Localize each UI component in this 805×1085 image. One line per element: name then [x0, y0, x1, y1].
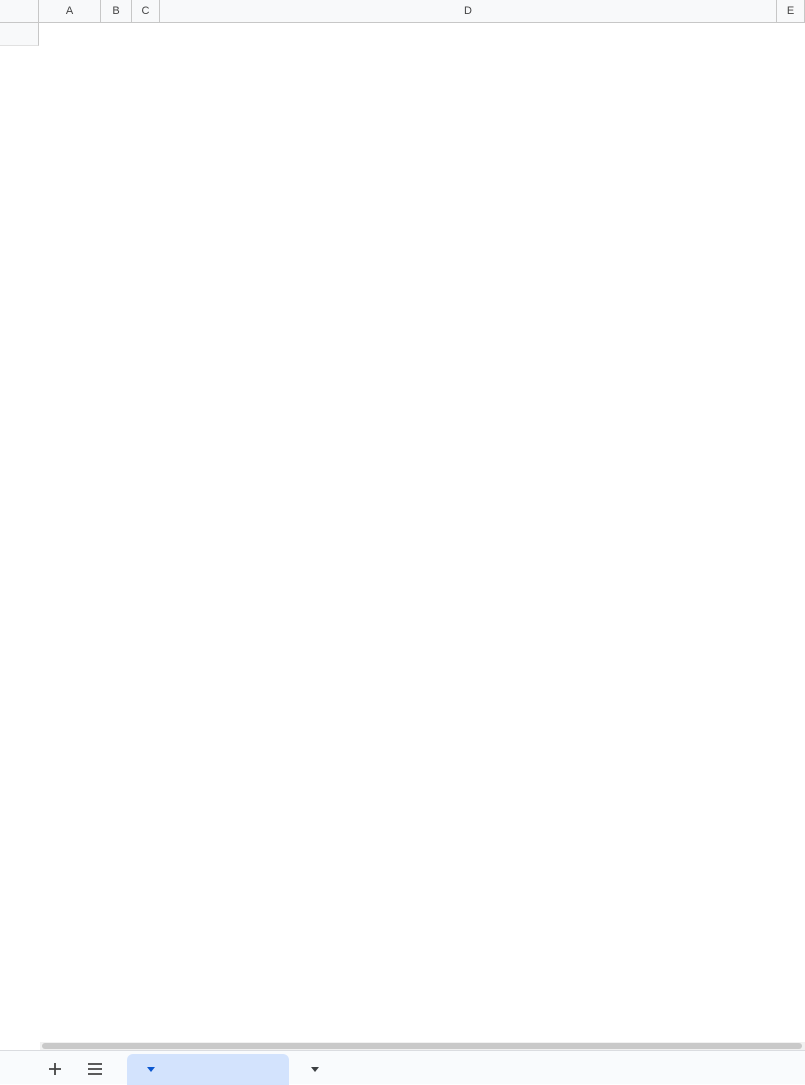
tab-dropdown-icon[interactable] — [147, 1067, 155, 1072]
row-header-1[interactable] — [0, 23, 39, 46]
column-header-d[interactable]: D — [160, 0, 777, 23]
column-header-c[interactable]: C — [132, 0, 160, 23]
column-header-e[interactable]: E — [777, 0, 805, 23]
sheet-tab-example-wallpaper-removal[interactable] — [291, 1054, 541, 1085]
all-sheets-menu-icon[interactable] — [85, 1059, 105, 1079]
scrollbar-thumb[interactable] — [42, 1043, 802, 1049]
sheet-tab-bar — [0, 1050, 805, 1084]
tab-dropdown-icon[interactable] — [311, 1067, 319, 1072]
add-sheet-icon[interactable] — [45, 1059, 65, 1079]
column-header-a[interactable]: A — [39, 0, 101, 23]
sheet-tab-master-template[interactable] — [127, 1054, 289, 1085]
horizontal-scrollbar[interactable] — [40, 1042, 805, 1050]
column-header-b[interactable]: B — [101, 0, 132, 23]
select-all-corner[interactable] — [0, 0, 39, 23]
